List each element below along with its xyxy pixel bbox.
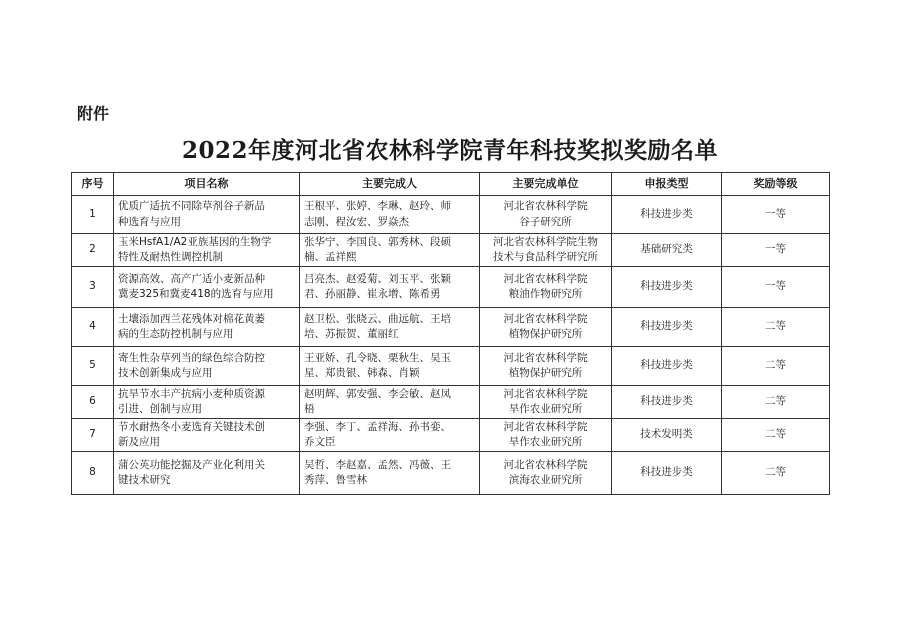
project-name xyxy=(114,347,300,386)
contributors-line: 王根平、张婷、李琳、赵玲、师 xyxy=(304,200,451,213)
main-contributors xyxy=(300,267,480,308)
project-name xyxy=(114,308,300,347)
row-index: 5 xyxy=(72,347,114,386)
contributors-line: 吕亮杰、赵爱菊、刘玉平、张颖 xyxy=(304,272,451,285)
contributors-line: 志刚、程汝宏、罗焱杰 xyxy=(304,215,409,228)
main-contributors xyxy=(300,347,480,386)
contributors-line: 李强、李丁、孟祥海、孙书娈、 xyxy=(304,420,451,433)
award-level: 一等 xyxy=(722,234,830,267)
project-name-line: 种选育与应用 xyxy=(118,215,181,228)
unit-line: 粮油作物研究所 xyxy=(508,288,583,300)
award-level: 一等 xyxy=(722,267,830,308)
project-name xyxy=(114,386,300,419)
main-unit xyxy=(480,234,612,267)
row-index: 6 xyxy=(72,386,114,419)
unit-line: 河北省农林科学院 xyxy=(503,420,588,433)
project-name xyxy=(114,452,300,495)
document-title: 2022年度河北省农林科学院青年科技奖拟奖励名单 xyxy=(181,137,718,164)
main-contributors xyxy=(300,452,480,495)
unit-line: 植物保护研究所 xyxy=(508,328,583,340)
project-name-line: 冀麦325和冀麦418的选育与应用 xyxy=(118,288,274,300)
project-name-line: 蒲公英功能挖掘及产业化利用关 xyxy=(118,458,265,471)
award-level: 二等 xyxy=(722,452,830,495)
contributors-line: 张华宁、李国良、郭秀林、段硕 xyxy=(304,235,451,248)
unit-line: 河北省农林科学院 xyxy=(503,272,588,285)
table-row xyxy=(72,452,830,495)
header-index: 序号 xyxy=(72,173,114,196)
unit-line: 滨海农业研究所 xyxy=(508,474,583,486)
contributors-line: 秀萍、鲁雪林 xyxy=(304,474,367,486)
unit-line: 植物保护研究所 xyxy=(508,367,583,379)
unit-line: 技术与食品科学研究所 xyxy=(493,251,598,263)
application-type: 基础研究类 xyxy=(612,234,722,267)
unit-line: 旱作农业研究所 xyxy=(508,436,583,448)
award-level: 二等 xyxy=(722,347,830,386)
main-contributors xyxy=(300,234,480,267)
contributors-line: 君、孙丽静、崔永增、陈希勇 xyxy=(304,288,441,300)
contributors-line: 吴哲、李赵嘉、孟然、冯薇、王 xyxy=(304,458,451,471)
project-name-line: 资源高效、高产广适小麦新品种 xyxy=(118,272,265,285)
main-unit xyxy=(480,308,612,347)
contributors-line: 培、苏振贺、董丽红 xyxy=(304,328,399,340)
table-row xyxy=(72,234,830,267)
application-type: 科技进步类 xyxy=(612,308,722,347)
main-unit xyxy=(480,347,612,386)
unit-line: 河北省农林科学院 xyxy=(503,458,588,471)
unit-line: 河北省农林科学院 xyxy=(503,387,588,400)
project-name-line: 玉米HsfA1/A2亚族基因的生物学 xyxy=(118,235,272,248)
main-contributors xyxy=(300,196,480,234)
project-name-line: 特性及耐热性调控机制 xyxy=(118,251,223,263)
project-name-line: 病的生态防控机制与应用 xyxy=(118,328,234,340)
contributors-line: 星、郑贵银、韩森、肖颖 xyxy=(304,367,420,379)
application-type: 科技进步类 xyxy=(612,267,722,308)
contributors-line: 梧 xyxy=(304,403,315,415)
project-name xyxy=(114,234,300,267)
main-unit xyxy=(480,419,612,452)
main-contributors xyxy=(300,308,480,347)
unit-line: 河北省农林科学院 xyxy=(503,200,588,213)
project-name-line: 寄生性杂草列当的绿色综合防控 xyxy=(118,351,265,364)
contributors-line: 楠、孟祥熙 xyxy=(304,251,357,263)
unit-line: 谷子研究所 xyxy=(519,215,572,228)
award-level: 二等 xyxy=(722,308,830,347)
header-people: 主要完成人 xyxy=(300,173,480,196)
contributors-line: 王亚娇、孔令晓、栗秋生、吴玉 xyxy=(304,351,451,364)
award-level: 二等 xyxy=(722,386,830,419)
award-level: 二等 xyxy=(722,419,830,452)
project-name xyxy=(114,267,300,308)
header-project: 项目名称 xyxy=(114,173,300,196)
table-row xyxy=(72,347,830,386)
contributors-line: 赵明辉、郭安强、李会敏、赵凤 xyxy=(304,387,451,400)
project-name-line: 引进、创制与应用 xyxy=(118,403,202,415)
table-row xyxy=(72,196,830,234)
project-name-line: 节水耐热冬小麦选育关键技术创 xyxy=(118,420,265,433)
main-unit xyxy=(480,196,612,234)
project-name-line: 技术创新集成与应用 xyxy=(118,367,213,379)
table-row xyxy=(72,419,830,452)
header-unit: 主要完成单位 xyxy=(480,173,612,196)
row-index: 3 xyxy=(72,267,114,308)
row-index: 4 xyxy=(72,308,114,347)
attachment-label: 附件 xyxy=(77,104,110,123)
header-level: 奖励等级 xyxy=(722,173,830,196)
main-unit xyxy=(480,452,612,495)
application-type: 科技进步类 xyxy=(612,452,722,495)
header-type: 申报类型 xyxy=(612,173,722,196)
project-name-line: 优质广适抗不同除草剂谷子新品 xyxy=(118,200,265,213)
awards-table xyxy=(71,172,830,495)
award-level: 一等 xyxy=(722,196,830,234)
main-contributors xyxy=(300,386,480,419)
application-type: 科技进步类 xyxy=(612,347,722,386)
project-name-line: 新及应用 xyxy=(118,436,160,448)
project-name-line: 土壤添加西兰花残体对棉花黄萎 xyxy=(118,312,265,325)
table-row xyxy=(72,308,830,347)
row-index: 1 xyxy=(72,196,114,234)
project-name xyxy=(114,196,300,234)
unit-line: 河北省农林科学院生物 xyxy=(493,235,598,248)
row-index: 8 xyxy=(72,452,114,495)
project-name xyxy=(114,419,300,452)
project-name-line: 键技术研究 xyxy=(118,474,171,486)
contributors-line: 乔文臣 xyxy=(304,436,336,448)
main-unit xyxy=(480,267,612,308)
main-unit xyxy=(480,386,612,419)
row-index: 2 xyxy=(72,234,114,267)
application-type: 科技进步类 xyxy=(612,196,722,234)
project-name-line: 抗旱节水丰产抗病小麦种质资源 xyxy=(118,387,265,400)
application-type: 科技进步类 xyxy=(612,386,722,419)
unit-line: 河北省农林科学院 xyxy=(503,351,588,364)
table-header-row xyxy=(72,173,830,196)
unit-line: 河北省农林科学院 xyxy=(503,312,588,325)
application-type: 技术发明类 xyxy=(612,419,722,452)
table-row xyxy=(72,386,830,419)
main-contributors xyxy=(300,419,480,452)
row-index: 7 xyxy=(72,419,114,452)
table-row xyxy=(72,267,830,308)
contributors-line: 赵卫松、张晓云、曲远航、王培 xyxy=(304,312,451,325)
unit-line: 旱作农业研究所 xyxy=(508,403,583,415)
